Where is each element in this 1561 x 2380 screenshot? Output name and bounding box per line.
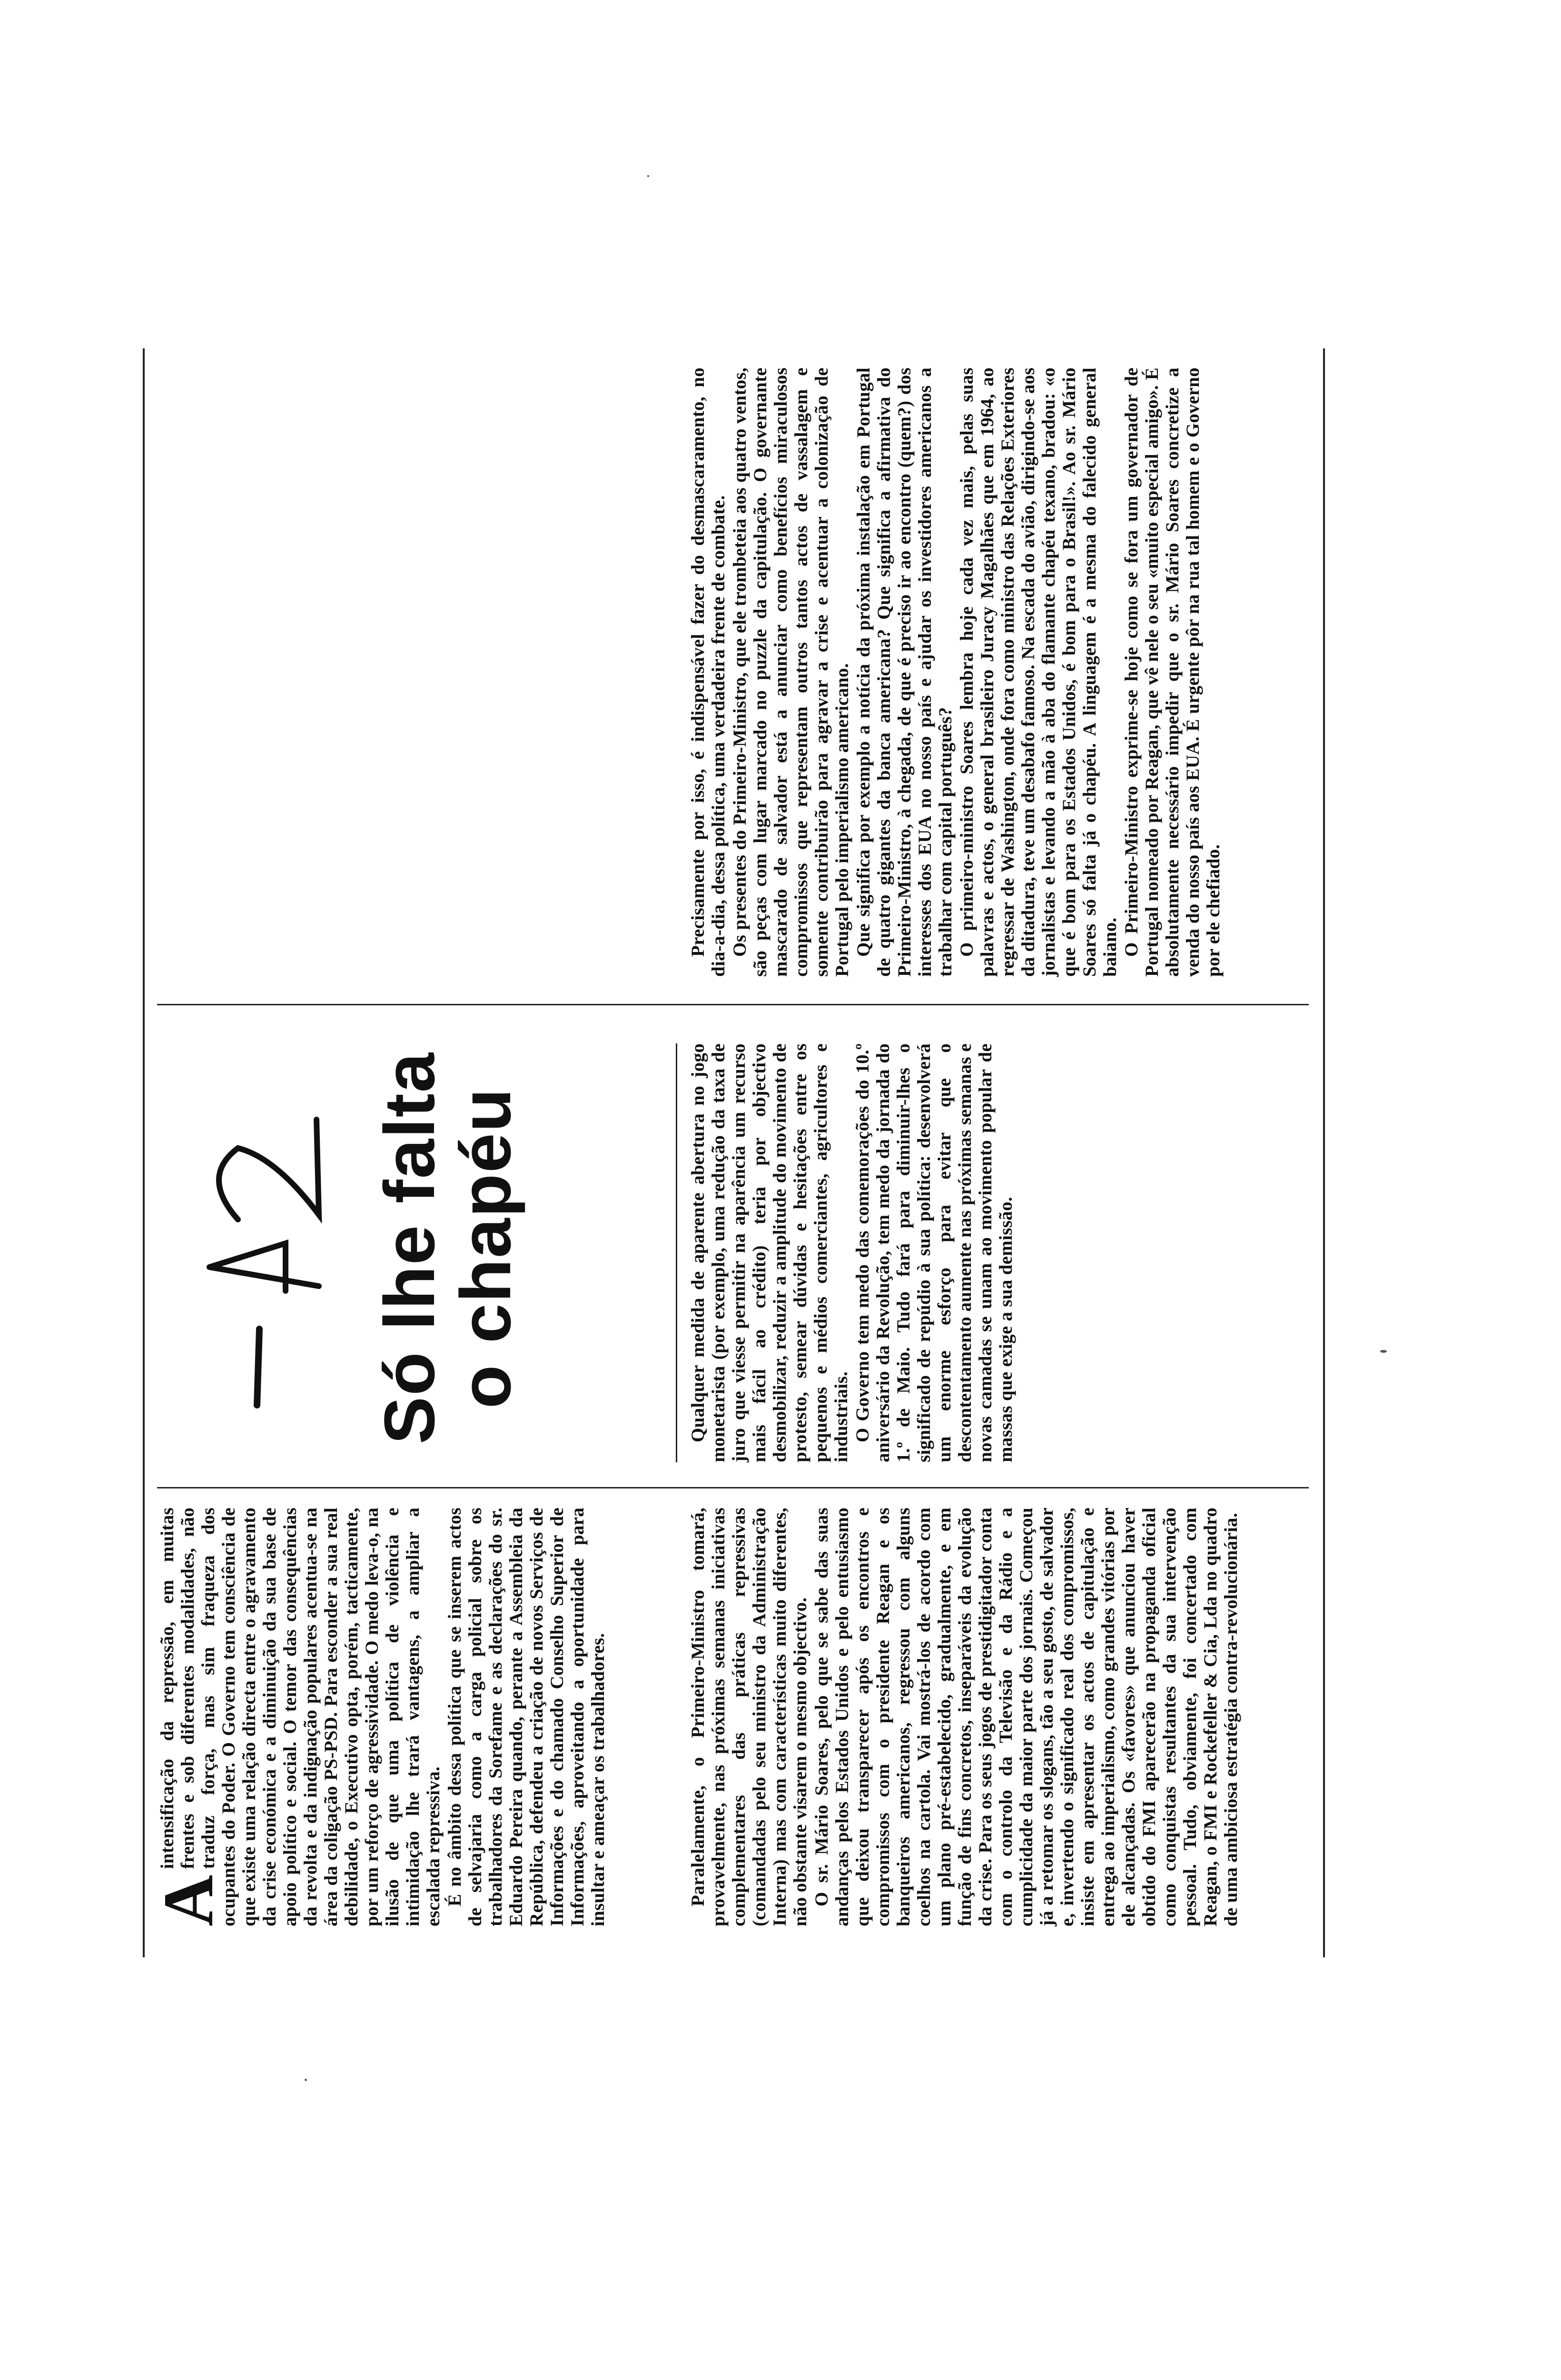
handwritten-number-mark — [181, 1091, 333, 1424]
scan-speck — [1380, 1350, 1387, 1353]
top-rule — [143, 348, 145, 1957]
headline-line-2: o chapéu — [445, 1087, 525, 1409]
lead-paragraph — [149, 1507, 444, 1926]
scan-speck — [305, 2079, 307, 2081]
paragraph: O sr. Mário Soares, pelo que se sabe das suas andanças pelos Estados Unidos e pelo entusiasmo que deixou transparecer após os encontros e compromissos com o presidente Reagan e os banqueiros americanos, regressou com alguns coelhos na cartola. Vai mostrá-los de acordo com um plano pré-estabelecido, gradualmente, e em função de fins concretos, inseparáveis da evolução da crise. Para os seus jogos de prestidigitador conta com o controlo da Televisão e da Rádio e a cumplicidade da maior parte dos jornais. Começou já a retomar os slogans, tão a seu gosto, de salvador e, invertendo o significado real dos compromissos, insiste em apresentar os actos de capitulação e entrega ao imperialismo, como grandes vitórias por ele alcançadas. Os «favores» que anunciou haver obtido do FMI aparecerão na propaganda oficial como conquistas resultantes da sua intervenção pessoal. Tudo, obviamente, foi concertado com Reagan, o FMI e Rockefeller & Cia, Lda no quadro de uma ambiciosa estratégia contra-revolucionária. — [811, 1507, 1241, 1926]
article-column-1 — [149, 1507, 609, 1926]
paragraph: Qualquer medida de aparente abertura no jogo monetarista (por exemplo, uma redução da taxa de juro que viesse permitir na aparência um recurso mais fácil ao crédito) teria por objectivo desmobilizar, reduzir a amplitude do movimento de protesto, semear dúvidas e hesitações entre os pequenos e médios comerciantes, agricultores e industriais. — [688, 1043, 851, 1462]
article-column-3 — [688, 1043, 1017, 1462]
paragraph: Precisamente por isso, é indispensável fazer do desmascaramento, no dia-a-dia, dessa política, uma verdadeira frente de combate. — [688, 367, 729, 977]
column-rule-left — [157, 1487, 1309, 1488]
paragraph: Que significa por exemplo a notícia da próxima instalação em Portugal de quatro gigantes da banca americana? Que significa a afirmativa do Primeiro-Ministro, à chegada, de que é preciso ir ao encontro (quem?) dos interesses dos EUA no nosso país e ajudar os investidores americanos a trabalhar com capital português? — [853, 367, 956, 977]
headline-line-1: Só lhe falta — [369, 1051, 449, 1445]
paragraph: O Governo tem medo das comemorações do 10.º aniversário da Revolução, tem medo da jornada do 1.º de Maio. Tudo fará para diminuir-lhes o significado de repúdio à sua política: desenvolverá um enorme esforço para evitar que o descontentamento aumente nas próximas semanas e novas camadas se unam ao movimento popular de massas que exige a sua demissão. — [852, 1043, 1016, 1462]
paragraph: É no âmbito dessa política que se inserem actos de selvajaria como a carga policial sobre os trabalhadores da Sorefame e as declarações do sr. Eduardo Pereira quando, perante a Assembleia da República, defendeu a criação de novos Serviços de Informações e do chamado Conselho Superior de Informações, aproveitando a oportunidade para insultar e ameaçar os trabalhadores. — [445, 1507, 608, 1926]
paragraph: O primeiro-ministro Soares lembra hoje cada vez mais, pelas suas palavras e actos, o general brasileiro Juracy Magalhães que em 1964, ao regressar de Washington, onde fora como ministro das Relações Exteriores da ditadura, teve um desabafo famoso. Na escada do avião, dirigindo-se aos jornalistas e levando a mão à aba do flamante chapéu texano, bradou: «o que é bom para os Estados Unidos, é bom para o Brasil!». Ao sr. Mário Soares só falta já o chapéu. A linguagem é a mesma do falecido general baiano. — [957, 367, 1120, 977]
lead-text: intensificação da repressão, em muitas frentes e sob diferentes modalidades, não traduz força, mas sim fraqueza dos ocupantes do Poder. O Governo tem consciência de que existe uma relação directa entre o agravamento da crise económica e a diminuição da sua base de apoio político e social. O temor das consequências da revolta e da indignação populares acentua-se na área da coligação PS-PSD. Para esconder a sua real debilidade, o Executivo opta, porém, tacticamente, por um reforço de agressividade. O medo leva-o, na ilusão de que uma política de violência e intimidação lhe trará vantagens, a ampliar a escalada repressiva. — [157, 1507, 444, 1926]
drop-cap: A — [149, 1874, 228, 1926]
scan-speck — [647, 175, 649, 177]
column-rule-middle — [157, 1004, 1309, 1005]
bottom-rule — [1323, 348, 1325, 1957]
article-column-4 — [688, 367, 1225, 977]
paragraph: Os presentes do Primeiro-Ministro, que ele trombeteia aos quatro ventos, são peças com lugar marcado no puzzle da capitulação. O governante mascarado de salvador está a anunciar como benefícios miraculosos compromissos que representam outros tantos actos de vassalagem e somente contribuirão para agravar a crise e acentuar a colonização de Portugal pelo imperialismo americano. — [730, 367, 852, 977]
article-column-2 — [688, 1507, 1242, 1926]
paragraph: O Primeiro-Ministro exprime-se hoje como se fora um governador de Portugal nomeado por Reagan, que vê nele o seu «muito especial amigo». É absolutamente necessário impedir que o sr. Mário Soares concretize a venda do nosso país aos EUA. É urgente pôr na rua tal homem e o Governo por ele chefiado. — [1121, 367, 1224, 977]
headline-bottom-rule — [676, 1043, 677, 1462]
headline — [371, 1034, 524, 1462]
paragraph: Paralelamente, o Primeiro-Ministro tomará, provavelmente, nas próximas semanas iniciativas complementares das práticas repressivas (comandadas pelo seu ministro da Administração Interna) mas com características muito diferentes, não obstante visarem o mesmo objectivo. — [688, 1507, 810, 1926]
